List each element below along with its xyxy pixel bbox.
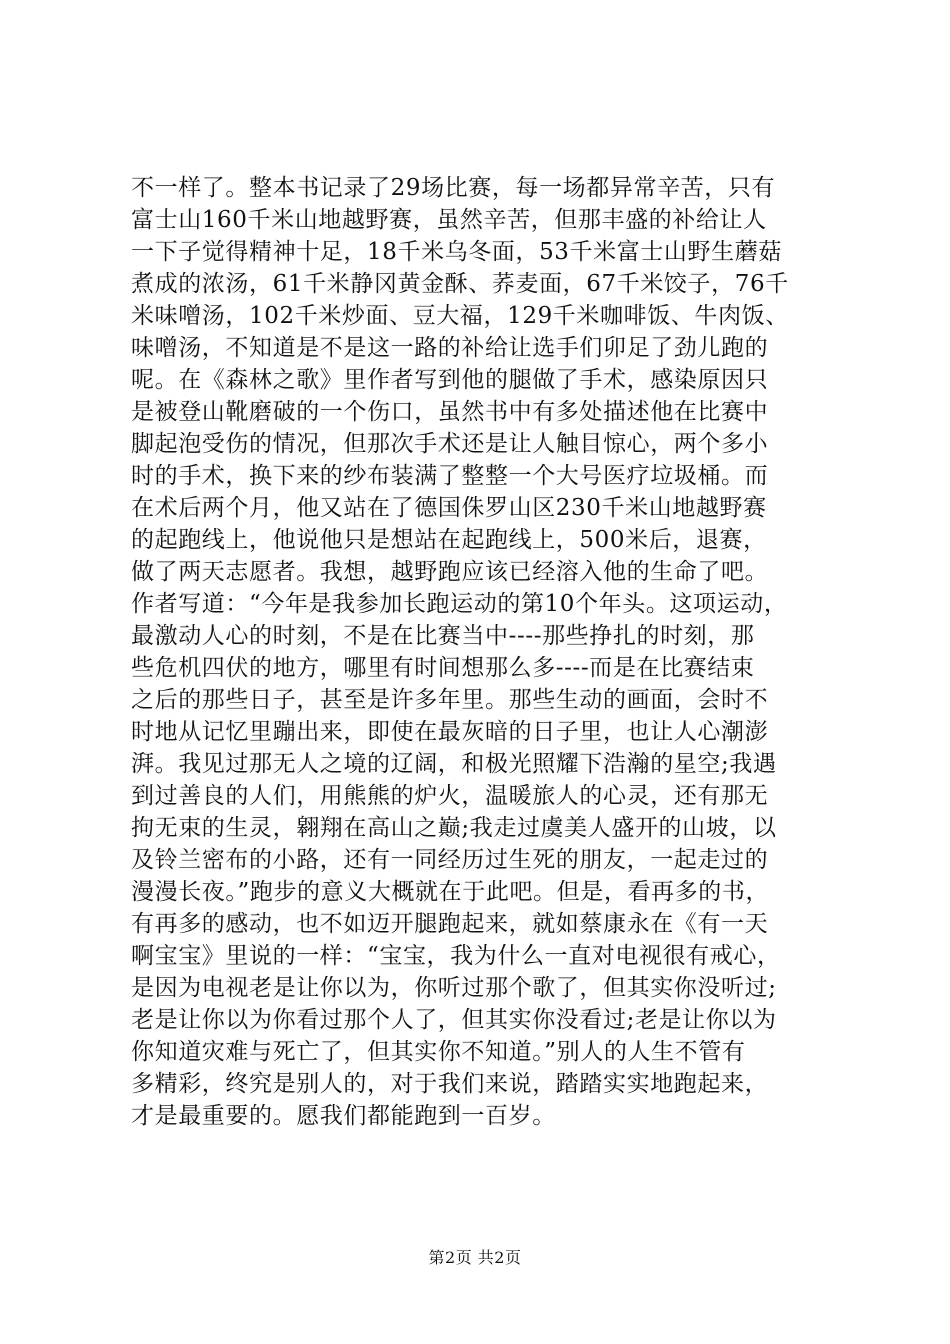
text-line: 最激动人心的时刻，不是在比赛当中----那些挣扎的时刻，那 xyxy=(131,623,755,649)
text-line: 一下子觉得精神十足，18千米乌冬面，53千米富士山野生蘑菇 xyxy=(131,239,782,265)
text-line: 是被登山靴磨破的一个伤口，虽然书中有多处描述他在比赛中 xyxy=(131,399,769,425)
text-line: 富士山160千米山地越野赛，虽然辛苦，但那丰盛的补给让人 xyxy=(131,207,767,233)
text-line: 之后的那些日子，甚至是许多年里。那些生动的画面，会时不 xyxy=(131,687,769,713)
text-line: 及铃兰密布的小路，还有一同经历过生死的朋友，一起走过的 xyxy=(131,847,769,873)
text-line: 有再多的感动，也不如迈开腿跑起来，就如蔡康永在《有一天 xyxy=(131,911,769,937)
text-line: 多精彩，终究是别人的，对于我们来说，踏踏实实地跑起来， xyxy=(131,1071,769,1097)
text-line: 煮成的浓汤，61千米静冈黄金酥、荞麦面，67千米饺子，76千 xyxy=(131,271,789,297)
text-line: 老是让你以为你看过那个人了，但其实你没看过;老是让你以为 xyxy=(131,1007,777,1033)
text-line: 的起跑线上，他说他只是想站在起跑线上，500米后，退赛， xyxy=(131,527,767,553)
text-line: 到过善良的人们，用熊熊的炉火，温暖旅人的心灵，还有那无 xyxy=(131,783,769,809)
text-line: 漫漫长夜。”跑步的意义大概就在于此吧。但是，看再多的书， xyxy=(131,879,770,905)
text-line: 些危机四伏的地方，哪里有时间想那么多----而是在比赛结束 xyxy=(131,655,755,681)
text-line: 湃。我见过那无人之境的辽阔，和极光照耀下浩瀚的星空;我遇 xyxy=(131,751,777,777)
body-text xyxy=(131,172,831,1132)
text-line: 作者写道：“今年是我参加长跑运动的第10个年头。这项运动， xyxy=(131,591,788,617)
text-line: 不一样了。整本书记录了29场比赛，每一场都异常辛苦，只有 xyxy=(131,175,776,201)
text-line: 拘无束的生灵，翱翔在高山之巅;我走过虞美人盛开的山坡，以 xyxy=(131,815,777,841)
text-line: 做了两天志愿者。我想，越野跑应该已经溶入他的生命了吧。 xyxy=(131,559,769,585)
text-line: 你知道灾难与死亡了，但其实你不知道。”别人的人生不管有 xyxy=(131,1039,746,1065)
text-line: 啊宝宝》里说的一样：“宝宝，我为什么一直对电视很有戒心， xyxy=(131,943,781,969)
text-line: 味噌汤，不知道是不是这一路的补给让选手们卯足了劲儿跑的 xyxy=(131,335,769,361)
text-line: 在术后两个月，他又站在了德国侏罗山区230千米山地越野赛 xyxy=(131,495,767,521)
text-line: 是因为电视老是让你以为，你听过那个歌了，但其实你没听过; xyxy=(131,975,777,1001)
text-line: 才是最重要的。愿我们都能跑到一百岁。 xyxy=(131,1103,556,1129)
text-line: 呢。在《森林之歌》里作者写到他的腿做了手术，感染原因只 xyxy=(131,367,769,393)
text-line: 时的手术，换下来的纱布装满了整整一个大号医疗垃圾桶。而 xyxy=(131,463,769,489)
text-line: 时地从记忆里蹦出来，即使在最灰暗的日子里，也让人心潮澎 xyxy=(131,719,769,745)
text-line: 脚起泡受伤的情况，但那次手术还是让人触目惊心，两个多小 xyxy=(131,431,769,457)
text-line: 米味噌汤，102千米炒面、豆大福，129千米咖啡饭、牛肉饭、 xyxy=(131,303,789,329)
page-footer: 第2页 共2页 xyxy=(428,1248,522,1267)
